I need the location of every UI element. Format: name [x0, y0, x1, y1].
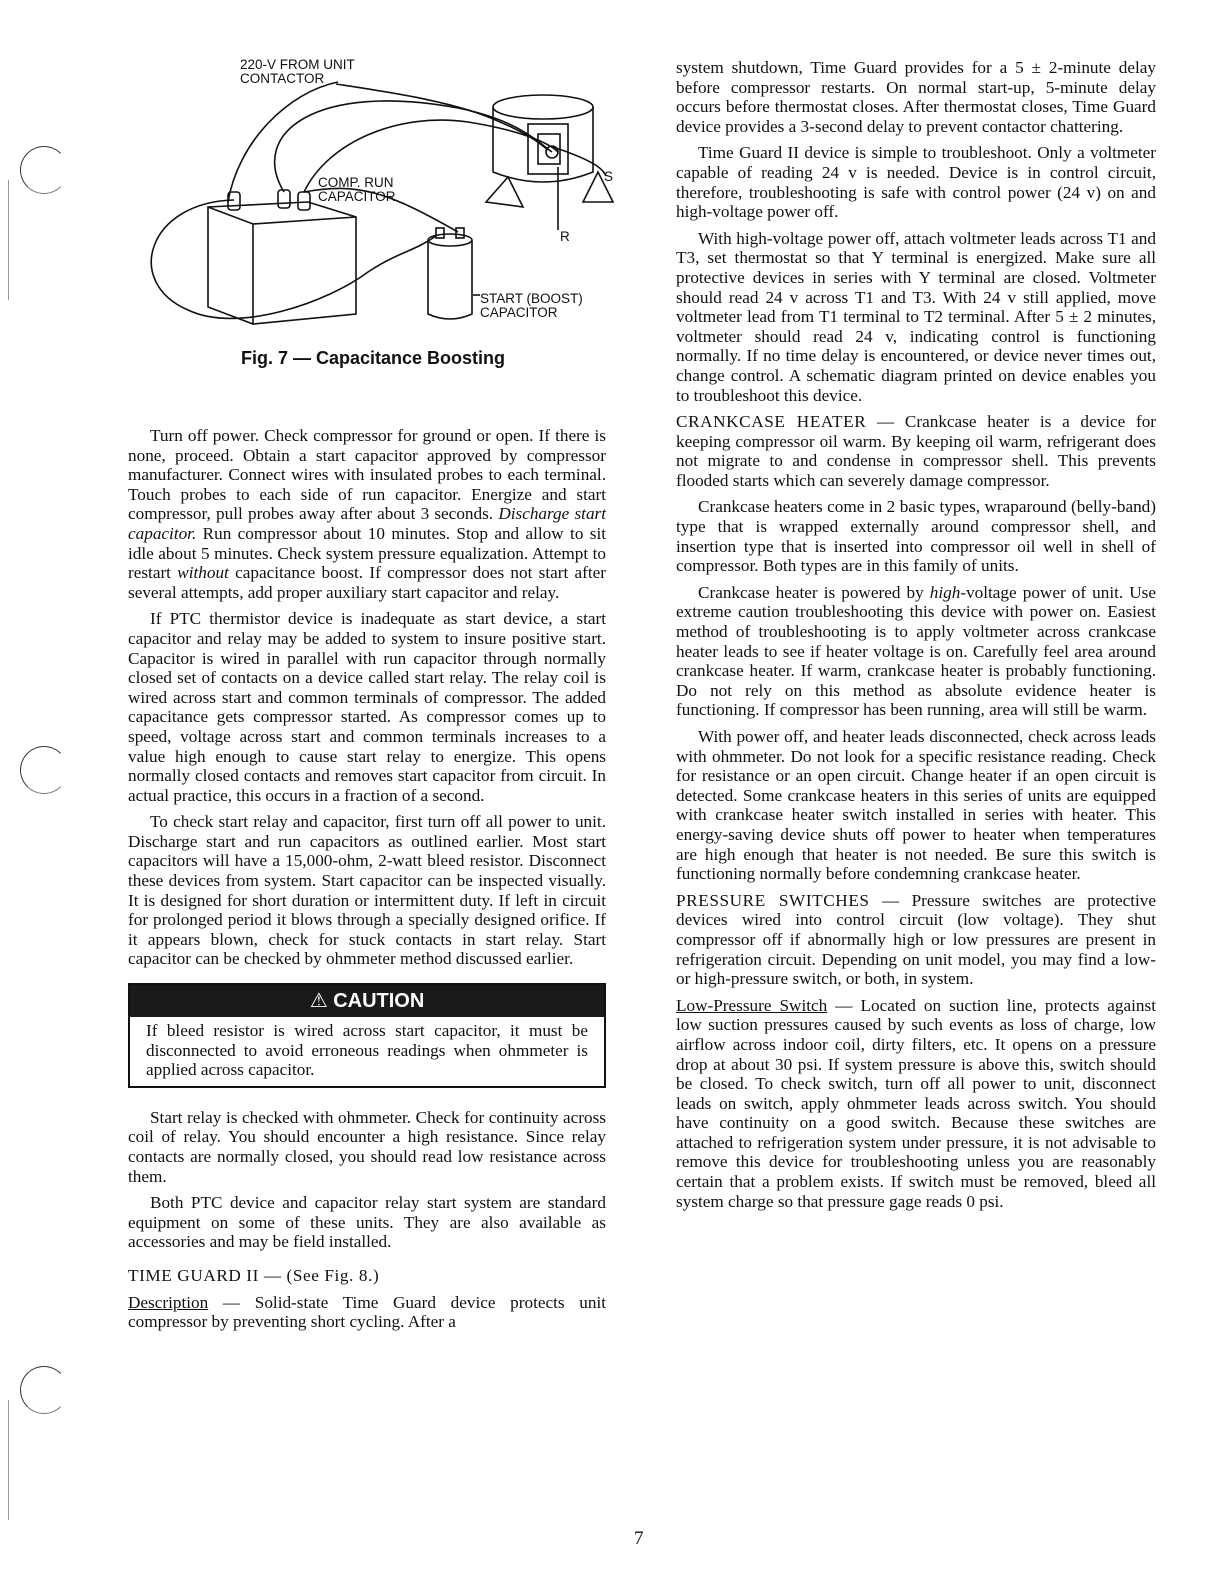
run-capacitor-box [208, 202, 356, 324]
caution-title: ⚠ CAUTION [130, 985, 604, 1017]
caution-text: If bleed resistor is wired across start capacitor, it must be disconnected to avoid erroneous readings when ohmmeter is applied across capacitor. [146, 1021, 588, 1080]
section-heading-time-guard: TIME GUARD II — (See Fig. 8.) [128, 1265, 380, 1285]
label-start-capacitor: START (BOOST) CAPACITOR [480, 291, 583, 320]
section-heading-pressure: PRESSURE SWITCHES [676, 890, 870, 910]
left-column [128, 426, 606, 1339]
start-capacitor-top [428, 234, 472, 246]
punch-hole-middle [20, 746, 68, 794]
punch-hole-top [20, 146, 68, 194]
label-terminal-r: R [560, 229, 570, 244]
paragraph: Both PTC device and capacitor relay start system are standard equipment on some of these units. They are also available as accessories and may be field installed. [128, 1193, 606, 1252]
subheading-low-pressure: Low-Pressure Switch [676, 995, 828, 1015]
paragraph: Start relay is checked with ohmmeter. Check for continuity across coil of relay. You should encounter a high resistance. Since relay contacts are normally closed, you should read low resistance across them. [128, 1107, 606, 1186]
right-column [676, 58, 1156, 1218]
label-from-contactor: 220-V FROM UNIT CONTACTOR [240, 57, 355, 86]
paragraph: Time Guard II device is simple to troubleshoot. Only a voltmeter capable of reading 24 v is needed. Device is in control circuit, therefore, troubleshooting is safe with control power (24 v) on and high-voltage power off. [676, 143, 1156, 222]
paragraph: system shutdown, Time Guard provides for a 5 ± 2-minute delay before compressor restarts. On normal start-up, 5-minute delay occurs before thermostat closes. After thermostat closes, Time Guard device provides a 3-second delay to prevent contactor chattering. [676, 58, 1156, 136]
punch-hole-bottom [20, 1366, 68, 1414]
scan-edge-line [8, 1400, 9, 1520]
page-number: 7 [634, 1528, 644, 1549]
subheading-description: Description [128, 1292, 209, 1312]
section-heading-crankcase: CRANKCASE HEATER [676, 412, 867, 432]
paragraph: With power off, and heater leads disconnected, check across leads with ohmmeter. Do not look for a specific resistance reading. Check for resistance or an open circuit. Change heater if an open circuit is detected. Some crankcase heaters in this series of units are equipped with crankcase heater switch installed in series with heater. This energy-saving device shuts off power to heater when temperatures are high enough that heater is not needed. Be sure this switch is functioning normally before condemning crankcase heater. [676, 727, 1156, 884]
paragraph: Description — Solid-state Time Guard device protects unit compressor by preventing short cycling. After a [128, 1292, 606, 1332]
paragraph: CRANKCASE HEATER — Crankcase heater is a device for keeping compressor oil warm. By keeping oil warm, refrigerant does not migrate to and condense in compressor shell. This prevents flooded starts which can severely damage compressor. [676, 412, 1157, 490]
scan-edge-line [8, 180, 9, 300]
label-terminal-s: S [604, 169, 614, 184]
paragraph: With high-voltage power off, attach voltmeter leads across T1 and T3, set thermostat so that Y terminal is energized. Make sure all protective devices in series with Y terminal are closed. Voltmeter should read 24 v across T1 and T3. With 24 v still applied, move voltmeter lead from T1 terminal to T2 terminal. After 5 ± 2 minutes, voltmeter should read 24 v, indicating control is functioning normally. If no time delay is encountered, or device never times out, change control. A schematic diagram printed on device enables you to troubleshoot this device. [676, 228, 1156, 405]
paragraph: If PTC thermistor device is inadequate as start device, a start capacitor and relay may be added to system to insure positive start. Capacitor is wired in parallel with run capacitor through normally closed set of contacts on a device called start relay. The relay coil is wired across start and common terminals of compressor. The added capacitance gets compressor started. As compressor comes up to speed, voltage across start and common terminals increases to a value high enough to cause start relay to energize. This opens normally closed contacts and removes start capacitor from circuit. In actual practice, this occurs in a fraction of a second. [128, 609, 606, 805]
paragraph: Turn off power. Check compressor for ground or open. If there is none, proceed. Obtain a start capacitor approved by compressor manufacturer. Connect wires with insulated probes to each terminal. Touch probes to each side of run capacitor. Energize and start compressor, pull probes away after about 3 seconds. Discharge start capacitor. Run compressor about 10 minutes. Stop and allow to sit idle about 5 minutes. Check system pressure equalization. Attempt to restart without capacitance boost. If compressor does not start after several attempts, add proper auxiliary start capacitor and relay. [128, 426, 607, 602]
paragraph: Low-Pressure Switch — Located on suction line, protects against low suction pressures caused by such events as loss of charge, low airflow across indoor coil, dirty filters, etc. It opens on a pressure drop at about 30 psi. If system pressure is above this, switch should be closed. To check switch, turn off all power to unit, disconnect leads on switch, apply ohmmeter leads across switch. You should have continuity on a good switch. Because these switches are attached to refrigeration system under pressure, it is not advisable to remove this device for troubleshooting unless you are reasonably certain that a problem exists. If switch must be removed, bleed all system charge so that pressure gage reads 0 psi. [676, 995, 1156, 1211]
paragraph: To check start relay and capacitor, first turn off all power to unit. Discharge start and run capacitors as outlined earlier. Most start capacitors will have a 15,000-ohm, 2-watt bleed resistor. Disconnect these devices from system. Start capacitor can be inspected visually. It is designed for short duration or intermittent duty. If left in circuit for prolonged period it blows through a specially designed orifice. If it appears blown, check for stuck contacts in start relay. Start capacitor can be checked by ohmmeter method discussed earlier. [128, 812, 606, 969]
compressor-top [493, 95, 593, 119]
figure-caption: Fig. 7 — Capacitance Boosting [240, 348, 506, 368]
paragraph: Crankcase heaters come in 2 basic types, wraparound (belly-band) type that is wrapped externally around compressor shell, and insertion type that is inserted into compressor oil well in shell of compressor. Both types are in this family of units. [676, 497, 1156, 576]
paragraph: PRESSURE SWITCHES — Pressure switches are protective devices wired into control circuit (low voltage). They shut compressor off if abnormally high or low pressures are present in refrigeration circuit. Depending on unit model, you may find a low- or high-pressure switch, or both, in system. [676, 890, 1156, 989]
label-run-capacitor: COMP. RUN CAPACITOR [318, 175, 396, 204]
capacitance-boosting-figure [128, 52, 628, 382]
paragraph: Crankcase heater is powered by high-voltage power of unit. Use extreme caution troubleshooting this device with power on. Easiest method of troubleshooting is to apply voltmeter across crankcase heater leads to see if heater voltage is on. Carefully feel area around crankcase heater. If warm, crankcase heater is probably functioning. Do not rely on this method as absolute evidence heater is functioning. If compressor has been running, area will still be warm. [676, 582, 1156, 720]
caution-box [128, 983, 606, 1088]
